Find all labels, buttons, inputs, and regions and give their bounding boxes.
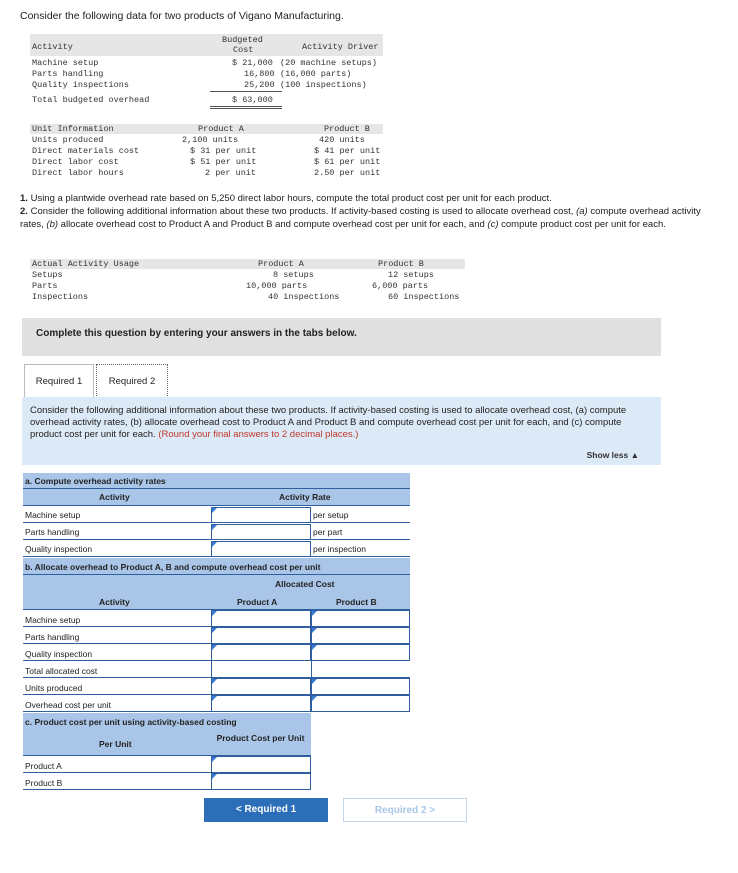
units-b-input[interactable] [311, 678, 410, 695]
unit-row-a: $ 31 per unit [190, 146, 257, 156]
overhead-table [30, 34, 383, 109]
alloc-a-machine-setup[interactable] [211, 610, 311, 627]
cost-row: Product B [23, 773, 311, 790]
usage-col0: Actual Activity Usage [32, 259, 140, 269]
col-activity: Activity [32, 42, 73, 52]
alloc-row: Parts handling [23, 627, 410, 644]
unit-col0: Unit Information [32, 124, 114, 134]
rate-input-quality-inspection[interactable] [211, 541, 311, 557]
overhead-row-cost: $ 21,000 [232, 58, 273, 68]
overhead-row-cost: 25,200 [244, 80, 275, 90]
rate-input-parts-handling[interactable] [211, 524, 311, 540]
usage-row-label: Setups [32, 270, 63, 280]
tab-required-1[interactable]: Required 1 [24, 364, 94, 397]
unit-colA: Product A [198, 124, 244, 134]
unit-row-a: 2,100 units [182, 135, 239, 145]
unit-row-a: 2 per unit [205, 168, 257, 178]
alloc-row: Machine setup [23, 610, 410, 627]
overhead-per-unit-a[interactable] [211, 695, 311, 712]
unit-row-label: Direct materials cost [32, 146, 140, 156]
overhead-row-driver: (16,000 parts) [280, 69, 352, 79]
rate-row: Parts handling per part [23, 523, 410, 540]
panel-text: Consider the following additional information about these two products. If activity-based costing is used to allocate overhead cost, (a) compute overhead activity rates, (b) allocate overhead cost to Product A and Product B and compute overhead cost per unit for each, and (c) compute product cost per unit for each. [30, 405, 627, 440]
usage-row-a: 10,000 parts [246, 281, 308, 291]
unit-row-label: Units produced [32, 135, 104, 145]
section-b-header-alloc: Allocated Cost [23, 575, 410, 592]
col-driver: Activity Driver [302, 42, 379, 52]
usage-row-a: 8 setups [273, 270, 314, 280]
section-a-header: Activity Activity Rate [23, 489, 410, 506]
alloc-row: Quality inspection [23, 644, 410, 661]
overhead-row-driver: (20 machine setups) [280, 58, 377, 68]
alloc-b-quality-inspection[interactable] [311, 644, 410, 661]
unit-row-b: 2.50 per unit [314, 168, 381, 178]
rate-row: Machine setup per setup [23, 506, 410, 523]
rate-row: Quality inspection per inspection [23, 540, 410, 557]
show-less-link[interactable]: Show less ▲ [586, 450, 639, 460]
unit-row-label: Direct labor hours [32, 168, 124, 178]
question-panel [22, 397, 661, 465]
unit-row-b: $ 41 per unit [314, 146, 381, 156]
intro-text: Consider the following data for two products of Vigano Manufacturing. [20, 10, 344, 22]
unit-row-label: Direct labor cost [32, 157, 119, 167]
instructions-banner: Complete this question by entering your answers in the tabs below. [22, 318, 661, 356]
unit-colB: Product B [324, 124, 370, 134]
alloc-a-parts-handling[interactable] [211, 627, 311, 644]
product-b-cost-input[interactable] [211, 773, 311, 790]
overhead-row-cost: 16,800 [244, 69, 275, 79]
section-c-title: c. Product cost per unit using activity-based costing [23, 713, 311, 730]
usage-row-b: 60 inspections [388, 292, 460, 302]
usage-row-a: 40 inspections [268, 292, 340, 302]
unit-row-b: $ 61 per unit [314, 157, 381, 167]
alloc-row: Overhead cost per unit [23, 695, 410, 712]
overhead-total-label: Total budgeted overhead [32, 95, 150, 105]
overhead-row-label: Quality inspections [32, 80, 129, 90]
usage-table [30, 259, 465, 304]
rounding-note: (Round your final answers to 2 decimal places.) [158, 429, 359, 440]
overhead-row-driver: (100 inspections) [280, 80, 367, 90]
usage-row-label: Parts [32, 281, 58, 291]
unit-info-table [30, 124, 383, 180]
alloc-b-machine-setup[interactable] [311, 610, 410, 627]
overhead-row-label: Parts handling [32, 69, 104, 79]
cost-row: Product A [23, 756, 311, 773]
overhead-row-label: Machine setup [32, 58, 99, 68]
units-a-input[interactable] [211, 678, 311, 695]
overhead-per-unit-b[interactable] [311, 695, 410, 712]
question-text: 1. Using a plantwide overhead rate based on 5,250 direct labor hours, compute the total product cost per unit for each product. 2. Consider the following additional information about these two products. If activity-based costing is used to allocate overhead cost, (a) compute overhead activity rates, (b) allocate overhead cost to Product A and Product B and compute overhead cost per unit for each, and (c) compute product cost per unit for each. [20, 193, 701, 230]
overhead-total: $ 63,000 [232, 95, 273, 105]
product-a-cost-input[interactable] [211, 756, 311, 773]
section-a-title: a. Compute overhead activity rates [23, 473, 410, 489]
col-budgeted: Budgeted [222, 35, 263, 45]
section-b-title: b. Allocate overhead to Product A, B and compute overhead cost per unit [23, 558, 410, 575]
usage-colB: Product B [378, 259, 424, 269]
unit-row-a: $ 51 per unit [190, 157, 257, 167]
tab-required-2[interactable]: Required 2 [96, 364, 168, 398]
alloc-row: Units produced [23, 678, 410, 695]
usage-colA: Product A [258, 259, 304, 269]
section-c-header: Per Unit Product Cost per Unit [23, 730, 311, 756]
usage-row-label: Inspections [32, 292, 89, 302]
alloc-row: Total allocated cost [23, 661, 410, 678]
usage-row-b: 6,000 parts [372, 281, 429, 291]
section-b-header: Activity Product A Product B [23, 592, 410, 610]
alloc-b-parts-handling[interactable] [311, 627, 410, 644]
prev-required-1-button[interactable]: < Required 1 [204, 798, 328, 822]
usage-row-b: 12 setups [388, 270, 434, 280]
next-required-2-button[interactable]: Required 2 > [343, 798, 467, 822]
rate-input-machine-setup[interactable] [211, 507, 311, 523]
col-cost: Cost [233, 45, 254, 55]
alloc-a-quality-inspection[interactable] [211, 644, 311, 661]
unit-row-b: 420 units [319, 135, 365, 145]
